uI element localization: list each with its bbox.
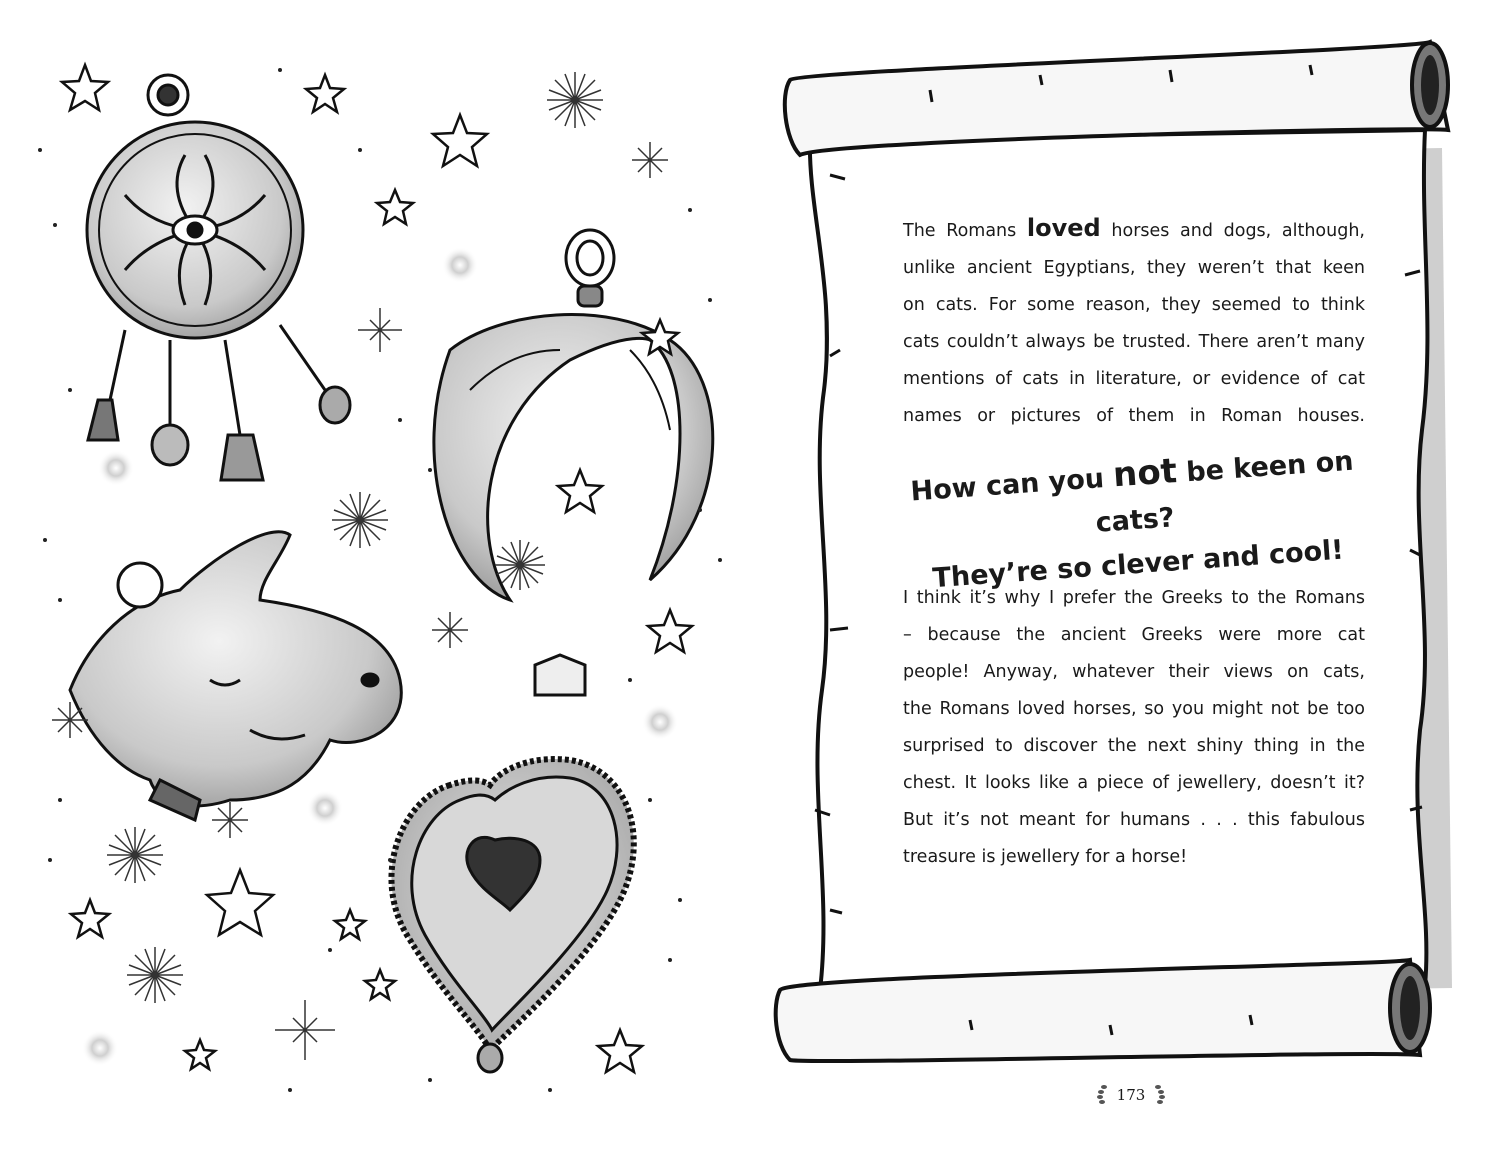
paragraph-line: treasure is jewellery for a horse! [903, 847, 1188, 867]
heart-pendant-icon [391, 655, 633, 1072]
paragraph-horse-jewellery [903, 580, 1365, 876]
emphasis-not: not [1111, 451, 1179, 496]
page-folio [1086, 1080, 1176, 1110]
laurel-left-icon [1095, 1083, 1109, 1107]
paragraph-line: – because the ancient Greeks were more cat [903, 625, 1365, 645]
scroll-paragraph-2 [903, 580, 1365, 876]
round-medallion-icon [87, 75, 350, 480]
paragraph-roman-pets [903, 210, 1365, 435]
text-span: The Romans [903, 221, 1017, 241]
scroll-paragraph-1 [903, 210, 1365, 435]
paragraph-line: names or pictures of them in Roman houses. [903, 406, 1365, 426]
paragraph-line: I think it’s why I prefer the Greeks to the Romans [903, 588, 1365, 608]
roman-horse-jewellery-illustration [30, 40, 730, 1120]
emphasis-loved: loved [1026, 214, 1101, 242]
horse-head-amulet-icon [70, 532, 401, 820]
crescent-pendant-icon [434, 230, 713, 600]
text-span: horses and dogs, although, [1111, 221, 1365, 241]
paragraph-line: But it’s not meant for humans . . . this fabulous [903, 810, 1365, 830]
callout-line: They’re so clever and cool! [931, 534, 1345, 595]
paragraph-line: surprised to discover the next shiny thing in the [903, 736, 1365, 756]
paragraph-line: on cats. For some reason, they seemed to think [903, 295, 1365, 315]
paragraph-line: people! Anyway, whatever their views on cats, [903, 662, 1365, 682]
laurel-right-icon [1153, 1083, 1167, 1107]
paragraph-line: the Romans loved horses, so you might not be too [903, 699, 1365, 719]
paragraph-line: chest. It looks like a piece of jewellery, doesn’t it? [903, 773, 1365, 793]
text-span: be keen on cats? [1094, 445, 1355, 539]
paragraph-line: unlike ancient Egyptians, they weren’t that keen [903, 258, 1365, 278]
page-number: 173 [1116, 1086, 1146, 1104]
text-span: How can you [909, 463, 1106, 508]
paragraph-line: mentions of cats in literature, or evidence of cat [903, 369, 1365, 389]
paragraph-line: cats couldn’t always be trusted. There aren’t many [903, 332, 1365, 352]
paragraph-line [903, 210, 1365, 250]
